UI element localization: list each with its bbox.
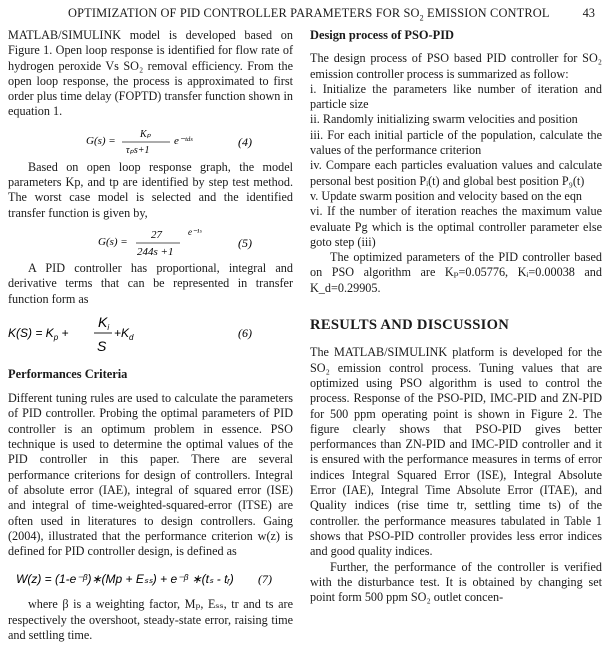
- results-paragraph: The MATLAB/SIMULINK platform is developed for the SO₂ emission control process. Tuning values that are optimized using PSO algorithm is used to control the process. Response of the PSO-PID, IMC-PID and ZN-PID for 500 ppm operating point is shown in Figure 2. The figure clearly shows that PSO-PID gives better performances than ZN-PID and IMC-PID controller and it is ensured with the performance measures in terms of error indices Integral Squared Error (ISE), Integral Absolute Error (IAE), Integral Time Absolute Error (ITAE), and Quality indices (rise time tr, settling time ts) of the controller. the performance measures tabulated in Table 1 shows that PSO-PID controller provides less error indices and good quality indices.: [310, 345, 602, 559]
- tuning-paragraph: Different tuning rules are used to calculate the parameters of PID controller. Probing the optimal parameters of PID controller is an optimum problem in essence. PSO technique is used to determine the optimal values of the PID controller in this paper. There are several performance criterions for design of controllers. Integral of absolute error (IAE), integral of squared error (ISE) and integral of time-weighted-squared-error (ITSE) are often used in literatures to design controllers. Gaing (2004), illustrated that the performance criterion w(z) is defined for PID controller design, is defined as: [8, 391, 293, 559]
- eq4-lhs: G(s) =: [86, 134, 116, 147]
- running-header: [0, 6, 611, 24]
- section-heading-design: Design process of PSO-PID: [310, 28, 454, 42]
- pso-step: iv. Compare each particles evaluation values and calculate personal best position Pᵢ(t) and global best position P₉(t): [310, 158, 602, 188]
- equation-5-graphic: [8, 221, 293, 261]
- eq4-number: (4): [238, 134, 252, 149]
- equation-5: [8, 221, 293, 261]
- equation-6-graphic: [8, 307, 293, 359]
- equation-4-graphic: [8, 120, 293, 160]
- equation-4: [8, 120, 293, 160]
- pso-step-list: [310, 82, 602, 250]
- section-heading-results: RESULTS AND DISCUSSION: [310, 317, 510, 334]
- pso-step: vi. If the number of iteration reaches the maximum value evaluate Pg which is the optimal controller parameter else goto step (iii): [310, 204, 602, 249]
- equation-7: [8, 559, 293, 597]
- intro-paragraph: MATLAB/SIMULINK model is developed based on Figure 1. Open loop response is identified for flow rate of hydrogen peroxide Vs SO₂ removal efficiency. From the open loop response, the process is approximated to first order plus time delay (FOPTD) transfer function shown in equation 1.: [8, 28, 293, 119]
- equation-6: [8, 307, 293, 359]
- eq5-number: (5): [238, 235, 252, 250]
- pso-step: i. Initialize the parameters like number of iteration and particle size: [310, 81, 602, 112]
- eq6-lhs: $K(S) = K_p$ +: [8, 325, 69, 342]
- left-column: [8, 28, 293, 643]
- eq6-numerator: $K_i$: [98, 313, 110, 332]
- pso-step: iii. For each initial particle of the population, calculate the values of the performance criterion: [310, 127, 602, 158]
- eq6-denominator: S: [97, 337, 107, 354]
- running-title: OPTIMIZATION OF PID CONTROLLER PARAMETERS FOR $SO_2$ EMISSION CONTROL: [68, 6, 550, 23]
- equation-7-graphic: [8, 559, 293, 597]
- page-number: 43: [582, 6, 595, 20]
- eq4-numerator: Kₚ: [140, 128, 151, 140]
- eq4-denominator: τₚs+1: [126, 144, 150, 156]
- optimized-parameters-paragraph: The optimized parameters of the PID controller based on PSO algorithm are Kₚ=0.05776, Kᵢ=0.00038 and K_d=0.29905.: [310, 250, 602, 295]
- model-paragraph: Based on open loop response graph, the model parameters Kp, and tp are identified by step test method. The worst case model is selected and the identified transfer function is given by,: [8, 159, 293, 220]
- section-heading-performance: Performances Criteria: [8, 366, 128, 381]
- pso-step: ii. Randomly initializing swarm velocities and position: [310, 112, 578, 127]
- eq6-derivative: $+K_d$: [114, 325, 134, 342]
- eq7-expression: W(z) = (1-e⁻ᵝ)∗(Mp + Eₛₛ) + e⁻ᵝ ∗(tₛ - tᵣ): [16, 572, 234, 587]
- disturbance-paragraph: Further, the performance of the controller is verified with the disturbance test. It is obtained by changing set point form 500 ppm SO₂ outlet concen-: [310, 559, 602, 605]
- eq4-exponential: e⁻ᵗᵈˢ: [174, 134, 193, 147]
- eq5-exponential: e⁻¹ˢ: [188, 226, 202, 237]
- eq7-number: (7): [258, 572, 272, 587]
- eq6-number: (6): [238, 325, 252, 340]
- eq5-numerator: 27: [151, 228, 162, 241]
- right-column: [310, 28, 602, 605]
- weighting-paragraph: where β is a weighting factor, Mₚ, Eₛₛ, tr and ts are respectively the overshoot, steady-state error, raising time and settling time.: [8, 597, 293, 643]
- pid-paragraph: A PID controller has proportional, integral and derivative terms that can be represented in transfer function form as: [8, 260, 293, 306]
- design-paragraph: The design process of PSO based PID controller for SO₂ emission controller process is summarized as follow:: [310, 51, 602, 81]
- eq5-lhs: G(s) =: [98, 235, 128, 248]
- eq5-denominator: 244s +1: [137, 245, 174, 258]
- pso-step: v. Update swarm position and velocity based on the eqn: [310, 188, 583, 203]
